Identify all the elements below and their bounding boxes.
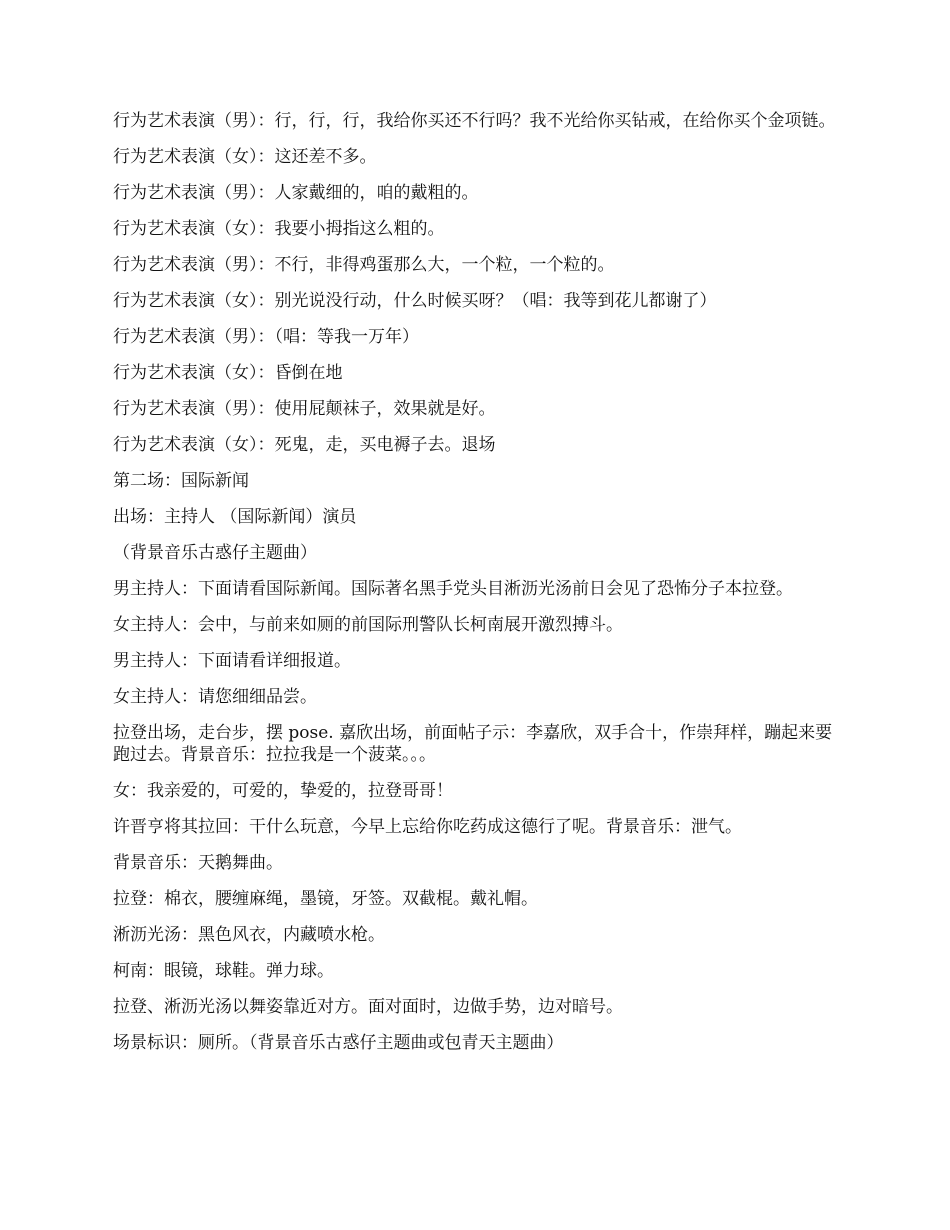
paragraph: 许晋亨将其拉回：干什么玩意，今早上忘给你吃药成这德行了呢。背景音乐：泄气。	[113, 817, 742, 837]
document-body	[113, 110, 843, 1068]
paragraph: 拉登、淅沥光汤以舞姿靠近对方。面对面时，边做手势，边对暗号。	[113, 997, 623, 1017]
paragraph: 行为艺术表演（男）：（唱：等我一万年）	[113, 327, 419, 347]
paragraph: 背景音乐：天鹅舞曲。	[113, 853, 283, 873]
paragraph: 女主持人：会中，与前来如厕的前国际刑警队长柯南展开激烈搏斗。	[113, 615, 623, 635]
paragraph: 行为艺术表演（男）：使用屁颠袜子，效果就是好。	[113, 399, 496, 419]
paragraph: 女主持人：请您细细品尝。	[113, 687, 317, 707]
paragraph: （背景音乐古惑仔主题曲）	[113, 543, 317, 563]
paragraph: 行为艺术表演（女）：这还差不多。	[113, 147, 377, 167]
paragraph: 柯南：眼镜，球鞋。弹力球。	[113, 961, 334, 981]
paragraph: 行为艺术表演（女）：别光说没行动，什么时候买呀？（唱：我等到花儿都谢了）	[113, 291, 717, 311]
paragraph: 行为艺术表演（女）：我要小拇指这么粗的。	[113, 219, 445, 239]
paragraph: 男主持人：下面请看详细报道。	[113, 651, 351, 671]
paragraph: 行为艺术表演（男）：行，行，行，我给你买还不行吗？我不光给你买钻戒，在给你买个金项链。	[113, 111, 836, 131]
paragraph: 行为艺术表演（女）：死鬼，走，买电褥子去。退场	[113, 435, 496, 455]
section-heading: 第二场：国际新闻	[113, 471, 249, 491]
paragraph: 女：我亲爱的，可爱的，挚爱的，拉登哥哥！	[113, 781, 453, 801]
paragraph: 行为艺术表演（女）：昏倒在地	[113, 363, 343, 383]
paragraph: 出场：主持人 （国际新闻）演员	[113, 507, 357, 527]
paragraph: 拉登：棉衣，腰缠麻绳，墨镜，牙签。双截棍。戴礼帽。	[113, 889, 538, 909]
paragraph: 行为艺术表演（男）：人家戴细的，咱的戴粗的。	[113, 183, 479, 203]
paragraph: 拉登出场，走台步，摆 pose. 嘉欣出场，前面帖子示：李嘉欣，双手合十，作崇拜样，蹦起来要跑过去。背景音乐：拉拉我是一个菠菜。。。	[113, 723, 833, 765]
paragraph: 场景标识：厕所。（背景音乐古惑仔主题曲或包青天主题曲）	[113, 1033, 564, 1053]
paragraph: 淅沥光汤：黑色风衣，内藏喷水枪。	[113, 925, 385, 945]
paragraph: 男主持人：下面请看国际新闻。国际著名黑手党头目淅沥光汤前日会见了恐怖分子本拉登。	[113, 579, 793, 599]
paragraph: 行为艺术表演（男）：不行，非得鸡蛋那么大，一个粒，一个粒的。	[113, 255, 615, 275]
